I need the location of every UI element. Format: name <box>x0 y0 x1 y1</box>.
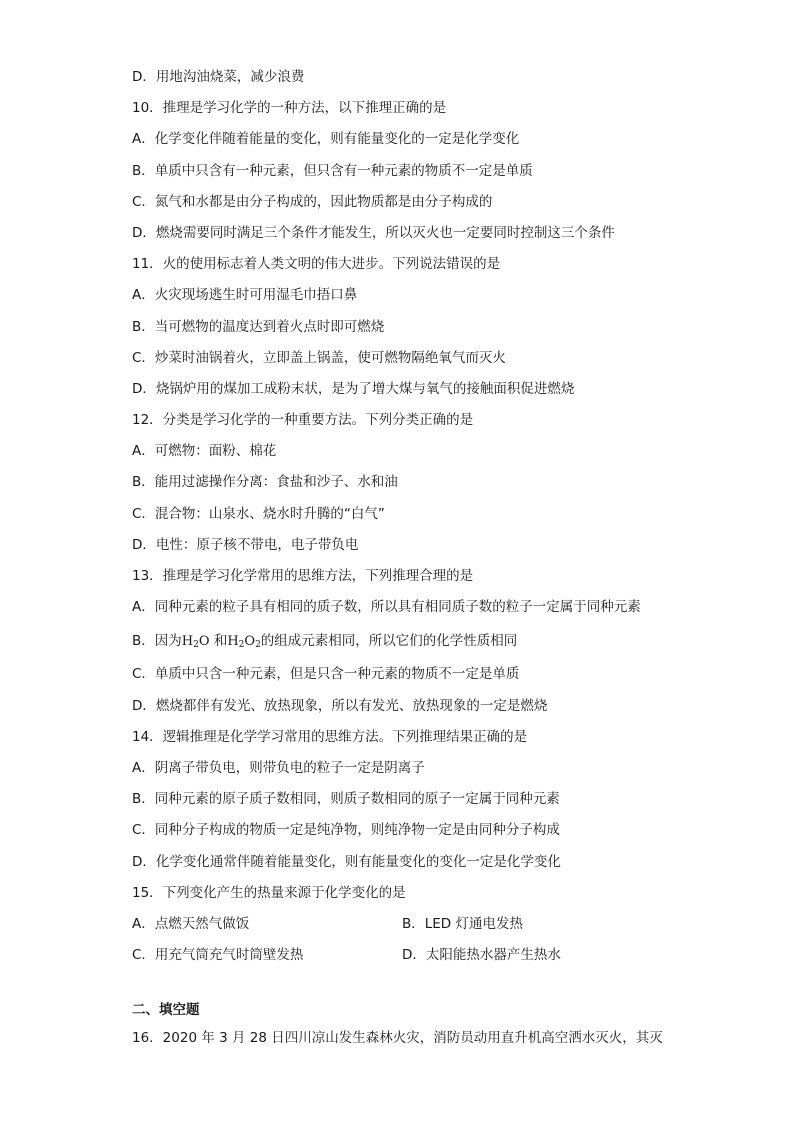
question-13-stem: 13．推理是学习化学常用的思维方法，下列推理合理的是 <box>132 568 474 584</box>
formula-hydrogen-peroxide <box>227 634 260 649</box>
question-13-option-a: A．同种元素的粒子具有相同的质子数，所以具有相同质子数的粒子一定属于同种元素 <box>132 599 641 616</box>
question-13-option-b <box>132 623 672 659</box>
question-15-stem: 15．下列变化产生的热量来源于化学变化的是 <box>132 884 406 901</box>
question-16-stem: 16．2020 年 3 月 28 日四川凉山发生森林火灾，消防员动用直升机高空洒水灭火，其灭 <box>132 1030 663 1047</box>
question-11-option-d: D．烧锅炉用的煤加工成粉末状，是为了增大煤与氧气的接触面积促进燃烧 <box>132 380 575 397</box>
formula-h: H <box>181 634 194 650</box>
formula-sub: 2 <box>193 640 199 651</box>
question-10-option-c: C．氮气和水都是由分子构成的，因此物质都是由分子构成的 <box>132 193 493 210</box>
question-10-stem: 10．推理是学习化学的一种方法，以下推理正确的是 <box>132 100 447 117</box>
question-14-stem: 14．逻辑推理是化学学习常用的思维方法。下列推理结果正确的是 <box>132 728 528 745</box>
question-12-option-a: A．可燃物：面粉、棉花 <box>132 443 277 460</box>
section-title-fill-in: 二、填空题 <box>132 1002 200 1019</box>
question-13-option-d: D．燃烧都伴有发光、放热现象，所以有发光、放热现象的一定是燃烧 <box>132 697 548 714</box>
question-12-option-b: B．能用过滤操作分离：食盐和沙子、水和油 <box>132 474 398 491</box>
formula-water <box>182 634 210 649</box>
question-15-options-row-2 <box>132 940 672 971</box>
question-15-option-d: D．太阳能热水器产生热水 <box>402 947 561 964</box>
question-10-option-a: A．化学变化伴随着能量的变化，则有能量变化的一定是化学变化 <box>132 131 520 148</box>
question-15-option-c: C．用充气筒充气时筒壁发热 <box>132 947 304 964</box>
question-10-option-b: B．单质中只含有一种元素，但只含有一种元素的物质不一定是单质 <box>132 162 533 179</box>
question-14-option-c: C．同种分子构成的物质一定是纯净物，则纯净物一定是由同种分子构成 <box>132 822 560 839</box>
question-9-option-d: D．用地沟油烧菜，减少浪费 <box>132 69 305 85</box>
question-11-option-b: B．当可燃物的温度达到着火点时即可燃烧 <box>132 318 385 335</box>
question-15-option-a: A．点燃天然气做饭 <box>132 915 250 932</box>
formula-sub: 2 <box>255 640 261 651</box>
question-15-option-b: B．LED 灯通电发热 <box>402 915 523 932</box>
formula-h: H <box>227 634 239 650</box>
question-12-option-d: D．电性：原子核不带电，电子带负电 <box>132 536 359 553</box>
question-11-option-a: A．火灾现场逃生时可用湿毛巾捂口鼻 <box>132 287 358 304</box>
question-15-options-row-1 <box>132 909 672 940</box>
option-b-and: 和 <box>213 633 228 650</box>
option-b-suffix: 的组成元素相同，所以它们的化学性质相同 <box>260 633 518 650</box>
question-12-stem: 12．分类是学习化学的一种重要方法。下列分类正确的是 <box>132 412 474 429</box>
question-13-option-c: C．单质中只含一种元素，但是只含一种元素的物质不一定是单质 <box>132 666 520 683</box>
formula-o: O <box>244 634 256 650</box>
formula-o: O <box>198 634 210 650</box>
question-12-option-c: C．混合物：山泉水、烧水时升腾的“白气” <box>132 505 385 522</box>
exam-page <box>132 62 672 1054</box>
formula-sub: 2 <box>238 640 245 651</box>
question-10-option-d: D．燃烧需要同时满足三个条件才能发生，所以灭火也一定要同时控制这三个条件 <box>132 224 615 241</box>
question-14-option-d: D．化学变化通常伴随着能量变化，则有能量变化的变化一定是化学变化 <box>132 853 561 870</box>
question-11-stem: 11．火的使用标志着人类文明的伟大进步。下列说法错误的是 <box>132 256 501 273</box>
question-11-option-c: C．炒菜时油锅着火，立即盖上锅盖，使可燃物隔绝氧气而灭火 <box>132 349 506 366</box>
option-b-prefix: B．因为 <box>132 633 182 650</box>
question-14-option-a: A．阴离子带负电，则带负电的粒子一定是阴离子 <box>132 759 425 776</box>
question-14-option-b: B．同种元素的原子质子数相同，则质子数相同的原子一定属于同种元素 <box>132 791 560 808</box>
